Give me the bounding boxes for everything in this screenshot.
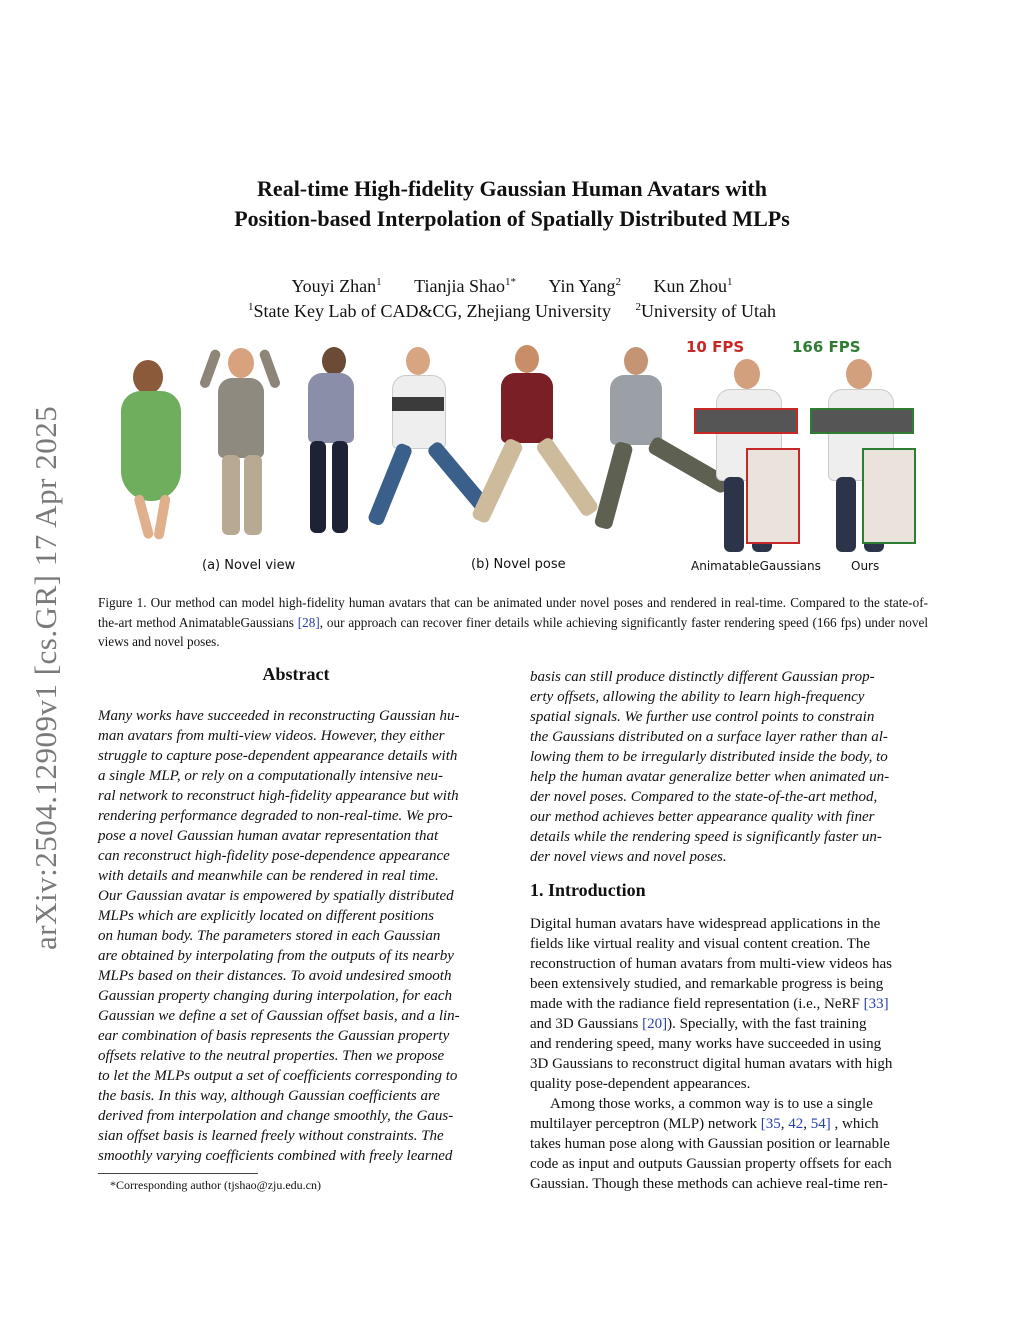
figure-caption: Figure 1. Our method can model high-fidelity human avatars that can be animated under novel poses and rendered in real-time. Compared to the state-of-the-art method AnimatableGaussians [28], our approach can recover finer details while achieving significantly faster rendering speed (166 fps) under novel views and novel poses. (98, 595, 928, 649)
citation-link[interactable]: [20] (642, 1016, 668, 1032)
citation-link[interactable]: [28] (297, 614, 320, 630)
title-line-1: Real-time High-fidelity Gaussian Human Avatars with (257, 176, 767, 201)
detail-inset-ours-hand (862, 448, 916, 544)
label-animatablegaussians: AnimatableGaussians (691, 559, 821, 573)
detail-inset-baseline-hand (746, 448, 800, 544)
label-ours: Ours (851, 559, 880, 573)
footnote-rule (98, 1173, 258, 1174)
title-line-2: Position-based Interpolation of Spatially Distributed MLPs (234, 206, 790, 231)
avatar-novel-pose-2 (473, 343, 593, 558)
introduction-heading-block (530, 880, 926, 900)
author: Tianjia Shao$^{1*}$ (414, 276, 516, 296)
author: Kun Zhou$^1$ (653, 276, 733, 296)
abstract-heading-block (98, 664, 494, 684)
label-novel-view: (a) Novel view (202, 558, 296, 573)
detail-inset-baseline-text (694, 408, 798, 434)
affiliation-list (130, 295, 894, 324)
fps-label-ours: 166 FPS (792, 338, 861, 356)
citation-link[interactable]: 42 (788, 1116, 804, 1132)
citation-link[interactable]: 54] (810, 1116, 831, 1132)
fps-label-baseline: 10 FPS (686, 338, 745, 356)
affiliation: $^2$University of Utah (635, 301, 776, 321)
teaser-figure (98, 335, 928, 580)
introduction-text: Digital human avatars have widespread applications in the fields like virtual reality and visual content creation. The reconstruction of human avatars from multi-view videos has been extensively studied, and remarkable progress is being made with the radiance field representation (i.e., NeRF [33] and 3D Gaussians [20]). Specially, with the fast training and rendering speed, many works have succeeded in using 3D Gaussians to reconstruct digital human avatars with high quality pose-dependent appearances. Among those works, a common way is to use a single multilayer perceptron (MLP) network [35, 42, 54] , which takes human pose along with Gaussian position or learnable code as input and outputs Gaussian property offsets for each Gaussian. Though these methods can achieve real-time ren- (530, 916, 893, 1192)
footnote: *Corresponding author (tjshao@zju.edu.cn) (110, 1178, 322, 1192)
label-novel-pose: (b) Novel pose (471, 557, 566, 572)
avatar-novel-view-2 (198, 340, 283, 565)
author: Yin Yang$^2$ (548, 276, 622, 296)
avatar-novel-pose-1 (368, 345, 478, 555)
avatar-novel-view-1 (103, 355, 203, 555)
affiliation: $^1$State Key Lab of CAD&CG, Zhejiang University (248, 301, 611, 321)
paper-title (130, 174, 894, 234)
abstract-text: Many works have succeeded in reconstructing Gaussian hu- man avatars from multi-view videos. However, they either struggle to capture pose-dependent appearance details with a single MLP, or rely on a computationally intensive neu- ral network to reconstruct high-fidelity appearance but with rendering performance degraded to non-real-time. We pro- pose a novel Gaussian human avatar representation that can reconstruct high-fidelity pose-dependence appearance with details and meanwhile can be rendered in real time. Our Gaussian avatar is empowered by spatially distributed MLPs which are explicitly located on different positions on human body. The parameters stored in each Gaussian are obtained by interpolating from the outputs of its nearby MLPs based on their distances. To avoid undesired smooth Gaussian property changing during interpolation, for each Gaussian we define a set of Gaussian offset basis, and a lin- ear combination of basis represents the Gaussian property offsets relative to the neutral properties. Then we propose to let the MLPs output a set of coefficients corresponding to the basis. In this way, although Gaussian coefficients are derived from interpolation and change smoothly, the Gaus- sian offset basis is learned freely without constraints. The smoothly varying coefficients combined with freely learned (98, 708, 460, 1164)
author: Youyi Zhan$^1$ (291, 276, 382, 296)
introduction-heading: 1. Introduction (530, 880, 646, 900)
detail-inset-ours-text (810, 408, 914, 434)
abstract-continued: basis can still produce distinctly different Gaussian prop- erty offsets, allowing the ability to learn high-frequency spatial signals. We further use control points to constrain the Gaussians distributed on a surface layer rather than al- lowing them to be irregularly distributed inside the body, to help the human avatar generalize better when animated un- der novel poses. Compared to the state-of-the-art method, our method achieves better appearance quality with finer details while the rendering speed is significantly faster un- der novel views and novel poses. (530, 669, 890, 865)
avatar-novel-pose-3 (578, 345, 708, 555)
avatar-novel-view-3 (288, 343, 368, 563)
abstract-heading: Abstract (262, 664, 330, 684)
arxiv-identifier: arXiv:2504.12909v1 [cs.GR] 17 Apr 2025 (28, 405, 63, 950)
citation-link[interactable]: [33] (863, 996, 889, 1012)
citation-link[interactable]: [35 (760, 1116, 781, 1132)
